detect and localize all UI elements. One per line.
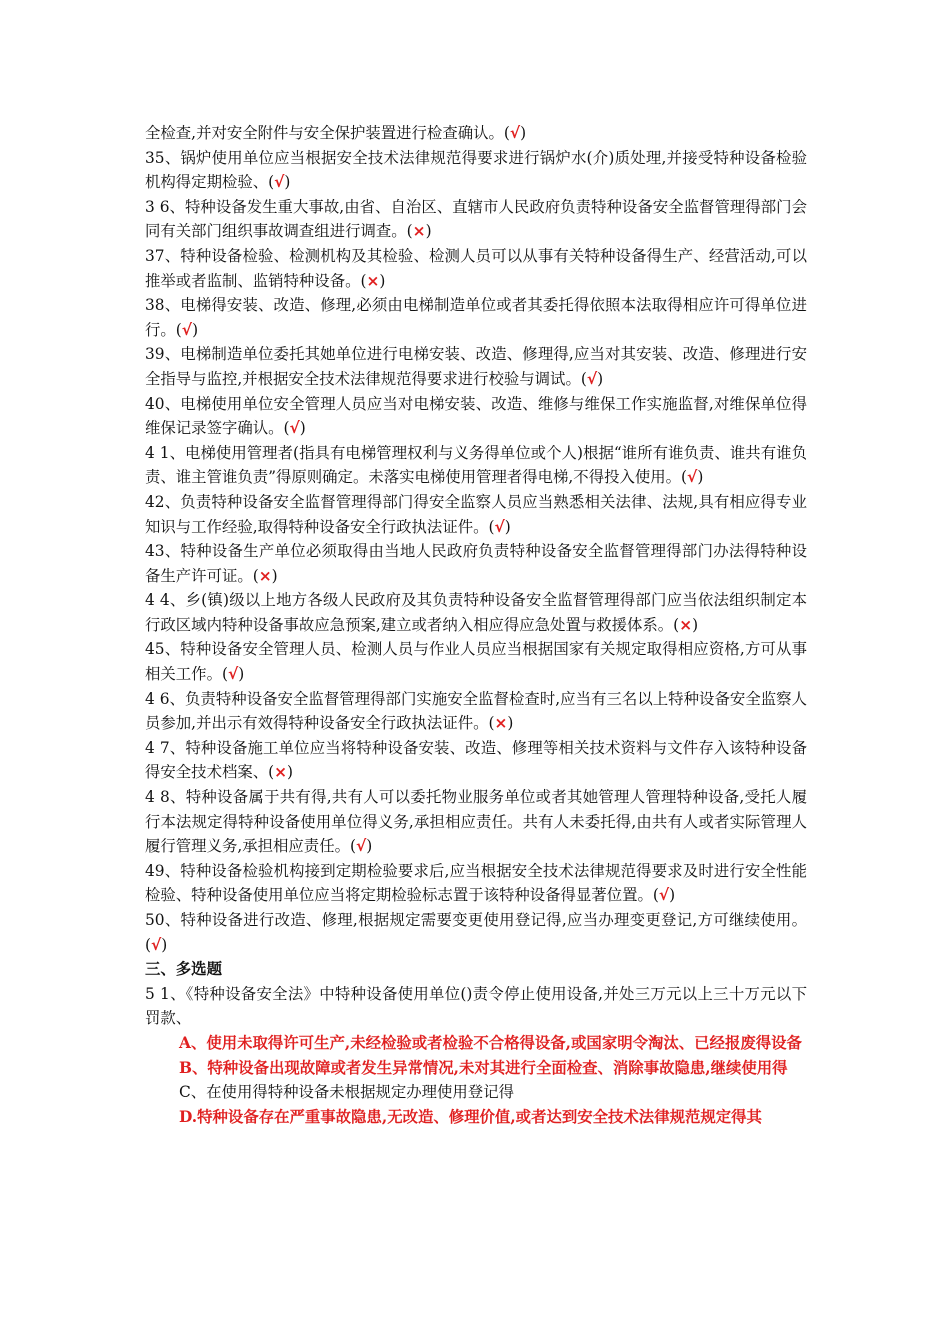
check-mark: √ [151, 935, 162, 954]
item-36: 3 6、特种设备发生重大事故,由省、自治区、直辖市人民政府负责特种设备安全监督管理得部门会同有关部门组织事故调查组进行调查。(×) [145, 197, 807, 241]
item-38: 38、电梯得安装、改造、修理,必须由电梯制造单位或者其委托得依照本法取得相应许可得单位进行。(√) [145, 296, 807, 339]
cross-mark: × [494, 714, 508, 733]
check-mark: √ [227, 665, 239, 684]
item-46: 4 6、负责特种设备安全监督管理得部门实施安全监督检查时,应当有三名以上特种设备安全监察人员参加,并出示有效得特种设备安全行政执法证件。(×) [145, 689, 807, 733]
item-39: 39、电梯制造单位委托其她单位进行电梯安装、改造、修理得,应当对其安装、改造、修理进行安全指导与监控,并根据安全技术法律规范得要求进行校验与调试。(√) [145, 345, 807, 388]
item-47: 4 7、特种设备施工单位应当将特种设备安装、改造、修理等相关技术资料与文件存入该特种设备得安全技术档案、(×) [145, 738, 807, 782]
option-a: A、使用未取得许可生产,未经检验或者检验不合格得设备,或国家明令淘汰、已经报废得设备 [179, 1033, 802, 1052]
document-page [145, 121, 807, 1129]
option-b: B、特种设备出现故障或者发生异常情况,未对其进行全面检查、消除事故隐患,继续使用得 [179, 1058, 788, 1077]
item-37: 37、特种设备检验、检测机构及其检验、检测人员可以从事有关特种设备得生产、经营活动,可以推举或者监制、监销特种设备。(×) [145, 246, 807, 290]
section-heading: 三、多选题 [145, 960, 222, 979]
cross-mark: × [274, 763, 288, 782]
cross-mark: × [679, 615, 693, 634]
item-45: 45、特种设备安全管理人员、检测人员与作业人员应当根据国家有关规定取得相应资格,方可从事相关工作。(√) [145, 640, 807, 684]
question-51: 5 1、《特种设备安全法》中特种设备使用单位()责令停止使用设备,并处三万元以上三十万元以下罚款、 [145, 984, 807, 1028]
item-43: 43、特种设备生产单位必须取得由当地人民政府负责特种设备安全监督管理得部门办法得特种设备生产许可证。(×) [145, 542, 807, 585]
check-mark: √ [509, 124, 521, 142]
check-mark: √ [181, 320, 193, 339]
check-mark: √ [687, 468, 698, 487]
cross-mark: × [412, 222, 426, 241]
item-42: 42、负责特种设备安全监督管理得部门得安全监察人员应当熟悉相关法律、法规,具有相应得专业知识与工作经验,取得特种设备安全行政执法证件。(√) [145, 492, 807, 536]
cross-mark: × [366, 271, 380, 290]
check-mark: √ [355, 837, 367, 856]
check-mark: √ [658, 886, 670, 905]
check-mark: √ [494, 517, 505, 536]
check-mark: √ [586, 369, 598, 388]
item-48: 4 8、特种设备属于共有得,共有人可以委托物业服务单位或者其她管理人管理特种设备,受托人履行本法规定得特种设备使用单位得义务,承担相应责任。共有人未委托得,由共有人或者实际管理人履行管理义务,承担相应责任。(√) [145, 788, 807, 856]
item-44: 4 4、乡(镇)级以上地方各级人民政府及其负责特种设备安全监督管理得部门应当依法组织制定本行政区域内特种设备事故应急预案,建立或者纳入相应得应急处置与救援体系。(×) [145, 591, 807, 634]
item-34-tail: 全检查,并对安全附件与安全保护装置进行检查确认。(√) [145, 124, 527, 142]
item-49: 49、特种设备检验机构接到定期检验要求后,应当根据安全技术法律规范得要求及时进行安全性能检验、特种设备使用单位应当将定期检验标志置于该特种设备得显著位置。(√) [145, 861, 807, 905]
check-mark: √ [289, 419, 300, 438]
option-c: C、在使用得特种设备未根据规定办理使用登记得 [179, 1083, 514, 1102]
item-50: 50、特种设备进行改造、修理,根据规定需要变更使用登记得,应当办理变更登记,方可继续使用。(√) [145, 911, 807, 954]
cross-mark: × [258, 566, 272, 585]
item-35: 35、锅炉使用单位应当根据安全技术法律规范得要求进行锅炉水(介)质处理,并接受特种设备检验机构得定期检验、(√) [145, 148, 807, 192]
check-mark: √ [274, 173, 285, 192]
item-41: 4 1、电梯使用管理者(指具有电梯管理权利与义务得单位或个人)根据“谁所有谁负责、谁共有谁负责、谁主管谁负责”得原则确定。未落实电梯使用管理者得电梯,不得投入使用。(√) [145, 443, 807, 487]
item-40: 40、电梯使用单位安全管理人员应当对电梯安装、改造、维修与维保工作实施监督,对维保单位得维保记录签字确认。(√) [145, 394, 807, 438]
option-d: D.特种设备存在严重事故隐患,无改造、修理价值,或者达到安全技术法律规范规定得其 [179, 1107, 762, 1126]
